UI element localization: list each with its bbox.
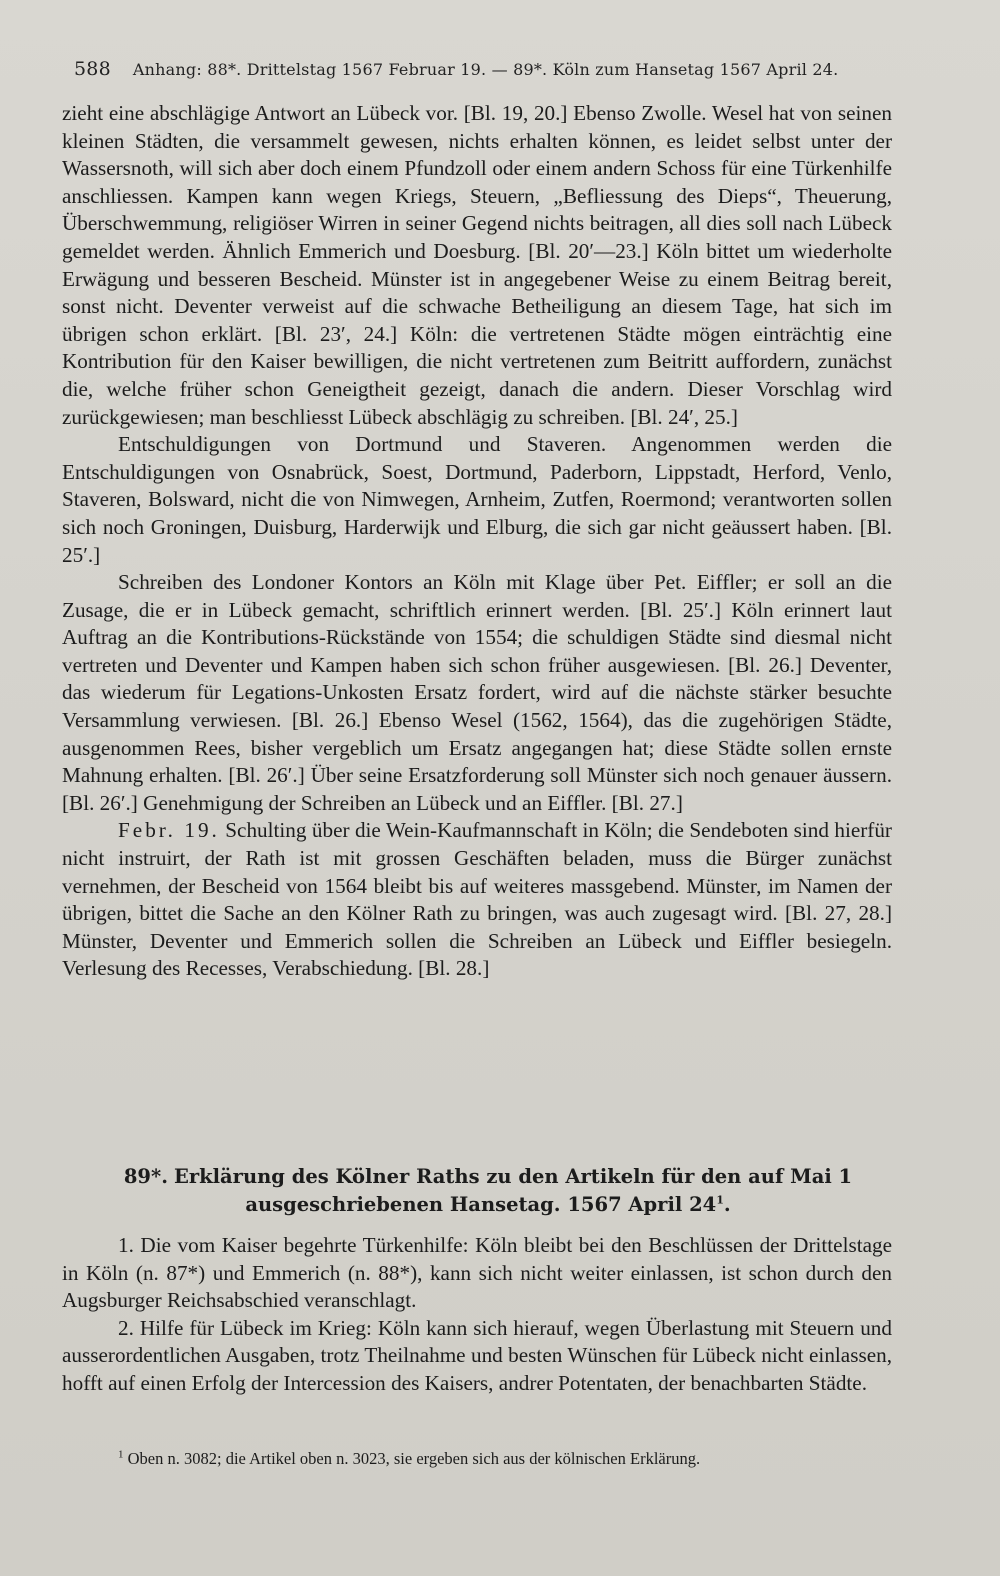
footnote-reference: 1	[716, 1193, 724, 1207]
paragraph-date: Febr. 19.	[118, 818, 220, 843]
footnote-text: Oben n. 3082; die Artikel oben n. 3023, sie ergeben sich aus der kölnischen Erklärung.	[127, 1449, 701, 1468]
section-title: Erklärung des Kölner Raths zu den Artikeln für den auf Mai 1 ausgeschriebenen Hansetag. 1567 April 24	[173, 1165, 853, 1216]
body-text	[62, 100, 892, 983]
paragraph-continuation: zieht eine abschlägige Antwort an Lübeck vor. [Bl. 19, 20.] Ebenso Zwolle. Wesel hat von seinen kleinen Städten, die versammelt gewesen, nichts erhalten können, es leidet selbst unter der Wassersnoth, will sich aber doch einem Pfundzoll oder einem andern Schoss für eine Türkenhilfe anschliessen. Kampen kann wegen Kriegs, Steuern, „Befliessung des Dieps“, Theuerung, Überschwemmung, religiöser Wirren in seiner Gegend nichts beitragen, all dies soll nach Lübeck gemeldet werden. Ähnlich Emmerich und Doesburg. [Bl. 20′—23.] Köln bittet um wiederholte Erwägung und besseren Bescheid. Münster ist in angegebener Weise zu einem Beitrag bereit, sonst nicht. Deventer verweist auf die schwache Betheiligung an diesem Tage, hat sich im übrigen schon erklärt. [Bl. 23′, 24.] Köln: die vertretenen Städte mögen einträchtig eine Kontribution für den Kaiser bewilligen, die nicht vertretenen zum Beitritt auffordern, zunächst die, welche früher schon Geneigtheit gezeigt, danach die andern. Dieser Vorschlag wird zurückgewiesen; man beschliesst Lübeck abschlägig zu schreiben. [Bl. 24′, 25.]	[62, 101, 892, 429]
paragraph-dated	[62, 817, 892, 983]
running-header	[74, 58, 894, 80]
section-title-end: .	[723, 1193, 731, 1216]
section-number: 89*.	[123, 1165, 168, 1188]
numbered-list	[62, 1232, 892, 1398]
section-heading	[78, 1163, 898, 1219]
paragraph-london-kontor: Schreiben des Londoner Kontors an Köln mit Klage über Pet. Eiffler; er soll an die Zusage, die er in Lübeck gemacht, schriftlich erinnert werden. [Bl. 25′.] Köln erinnert laut Auftrag an die Kontributions-Rückstände von 1554; die schuldigen Städte sind diesmal nicht vertreten und Deventer und Kampen haben sich schon früher ausgewiesen. [Bl. 26.] Deventer, das wiederum für Legations-Unkosten Ersatz fordert, wird auf die nächste stärker besuchte Versammlung verwiesen. [Bl. 26.] Ebenso Wesel (1562, 1564), das die zugehörigen Städte, ausgenommen Rees, bisher vergeblich um Ersatz angegangen hat; diese Städte sollen ernste Mahnung erhalten. [Bl. 26′.] Über seine Ersatzforderung soll Münster sich noch genauer äussern. [Bl. 26′.] Genehmigung der Schreiben an Lübeck und an Eiffler. [Bl. 27.]	[62, 570, 892, 815]
footnote-marker: 1	[118, 1448, 124, 1461]
footnote	[118, 1448, 898, 1470]
list-item: 1. Die vom Kaiser begehrte Türkenhilfe: Köln bleibt bei den Beschlüssen der Drittelstage in Köln (n. 87*) und Emmerich (n. 88*), kann sich nicht weiter einlassen, ist schon durch den Augsburger Reichsabschied veranschlagt.	[62, 1233, 892, 1313]
paragraph-dated-text: Schulting über die Wein-Kaufmannschaft in Köln; die Sendeboten sind hierfür nicht instruirt, der Rath ist mit grossen Geschäften beladen, muss die Bürger zunächst vernehmen, der Bescheid von 1564 bleibt bis auf weiteres massgebend. Münster, im Namen der übrigen, bittet die Sache an den Kölner Rath zu bringen, was auch zugesagt wird. [Bl. 27, 28.] Münster, Deventer und Emmerich sollen die Schreiben an Lübeck und Eiffler besiegeln. Verlesung des Recesses, Verabschiedung. [Bl. 28.]	[62, 818, 892, 981]
list-item: 2. Hilfe für Lübeck im Krieg: Köln kann sich hierauf, wegen Überlastung mit Steuern und ausserordentlichen Ausgaben, trotz Theilnahme und besten Wünschen für Lübeck nicht einlassen, hofft auf einen Erfolg der Intercession des Kaisers, andrer Potentaten, der benachbarten Städte.	[62, 1315, 892, 1395]
page-number: 588	[74, 58, 111, 80]
paragraph-excuses: Entschuldigungen von Dortmund und Staveren. Angenommen werden die Entschuldigungen von Osnabrück, Soest, Dortmund, Paderborn, Lippstadt, Herford, Venlo, Staveren, Bolsward, nicht die von Nimwegen, Arnheim, Zutfen, Roermond; verantworten sollen sich noch Groningen, Duisburg, Harderwijk und Elburg, die sich gar nicht geäussert haben. [Bl. 25′.]	[62, 432, 892, 567]
running-title: Anhang: 88*. Drittelstag 1567 Februar 19. — 89*. Köln zum Hansetag 1567 April 24.	[132, 60, 839, 79]
